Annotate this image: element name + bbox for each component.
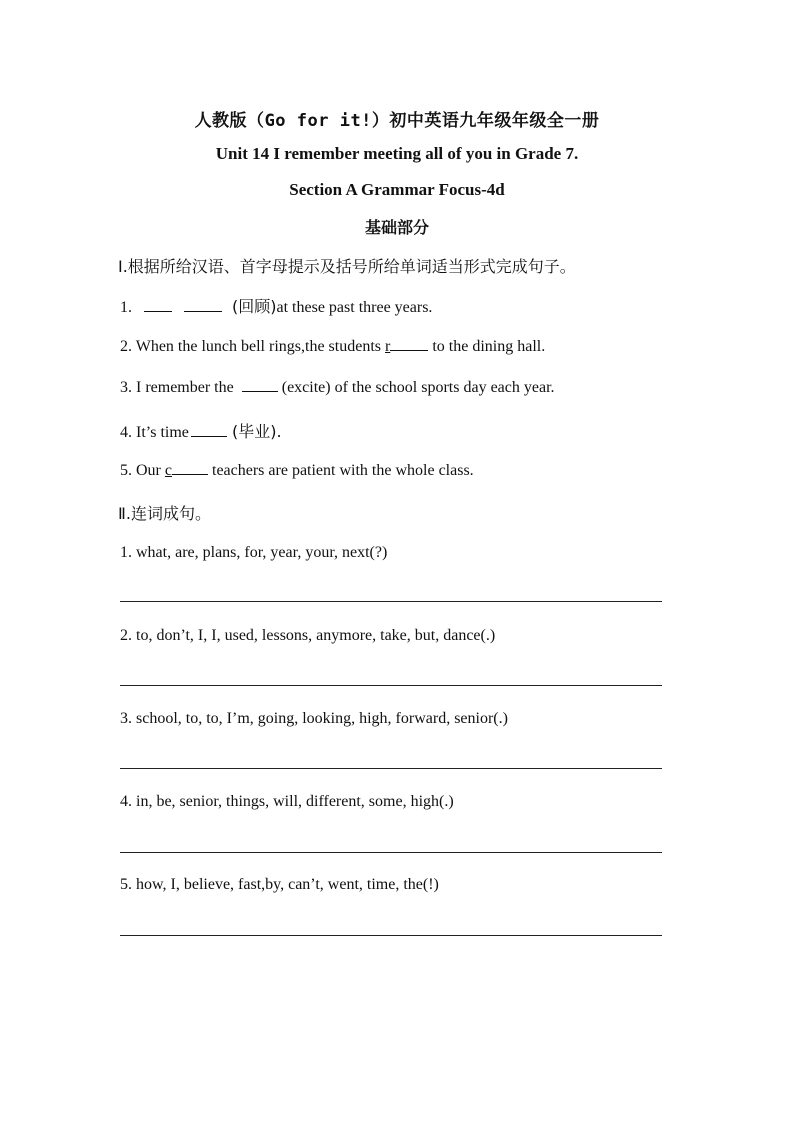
question-text: 4. It’s time [120, 424, 189, 441]
title-prefix: 人教版（ [194, 111, 265, 131]
part1-heading: Ⅰ.根据所给汉语、首字母提示及括号所给单词适当形式完成句子。 [118, 257, 576, 276]
answer-line[interactable] [120, 935, 662, 936]
section-title: Section A Grammar Focus-4d [289, 180, 505, 199]
part2-item-5: 5. how, I, believe, fast,by, can’t, went, time, the(!) [120, 876, 439, 893]
part2-heading: Ⅱ.连词成句。 [118, 504, 211, 523]
part1-question-4 [120, 419, 282, 442]
part2-item-3: 3. school, to, to, I’m, going, looking, high, forward, senior(.) [120, 710, 508, 727]
answer-line[interactable] [120, 601, 662, 602]
part1-question-5 [120, 460, 474, 480]
document-title [0, 106, 794, 131]
part1-question-1 [120, 294, 432, 317]
initial-letter-hint: c [164, 462, 172, 479]
title-suffix: ）初中英语九年级年级全一册 [371, 111, 600, 131]
question-text-end: (excite) of the school sports day each year. [277, 379, 555, 396]
question-number: 1. [120, 299, 132, 316]
answer-line[interactable] [120, 768, 662, 769]
answer-blank[interactable] [172, 460, 208, 475]
question-text-end: to the dining hall. [428, 338, 546, 355]
question-text: 2. When the lunch bell rings,the students [120, 338, 385, 355]
answer-blank[interactable] [184, 297, 222, 312]
title-series: Go for it! [264, 111, 372, 131]
initial-letter-hint: r [385, 338, 391, 355]
part2-item-4: 4. in, be, senior, things, will, different, some, high(.) [120, 793, 454, 810]
question-text: at these past three years. [276, 299, 433, 316]
answer-line[interactable] [120, 852, 662, 853]
unit-title: Unit 14 I remember meeting all of you in Grade 7. [215, 144, 579, 163]
basic-part-heading: 基础部分 [364, 218, 429, 237]
part1-question-3 [120, 377, 555, 397]
question-text-end: teachers are patient with the whole class. [208, 462, 474, 479]
answer-blank[interactable] [242, 377, 278, 392]
answer-blank[interactable] [191, 422, 227, 437]
part2-item-2: 2. to, don’t, I, I, used, lessons, anymore, take, but, dance(.) [120, 627, 496, 644]
part1-question-2 [120, 336, 545, 356]
question-text: 5. Our [120, 462, 165, 479]
chinese-hint: (毕业). [226, 422, 282, 441]
answer-blank[interactable] [144, 297, 172, 312]
question-text: 3. I remember the [120, 379, 238, 396]
chinese-hint: (回顾) [232, 297, 277, 316]
answer-blank[interactable] [390, 336, 428, 351]
answer-line[interactable] [120, 685, 662, 686]
part2-item-1: 1. what, are, plans, for, year, your, next(?) [120, 544, 388, 561]
